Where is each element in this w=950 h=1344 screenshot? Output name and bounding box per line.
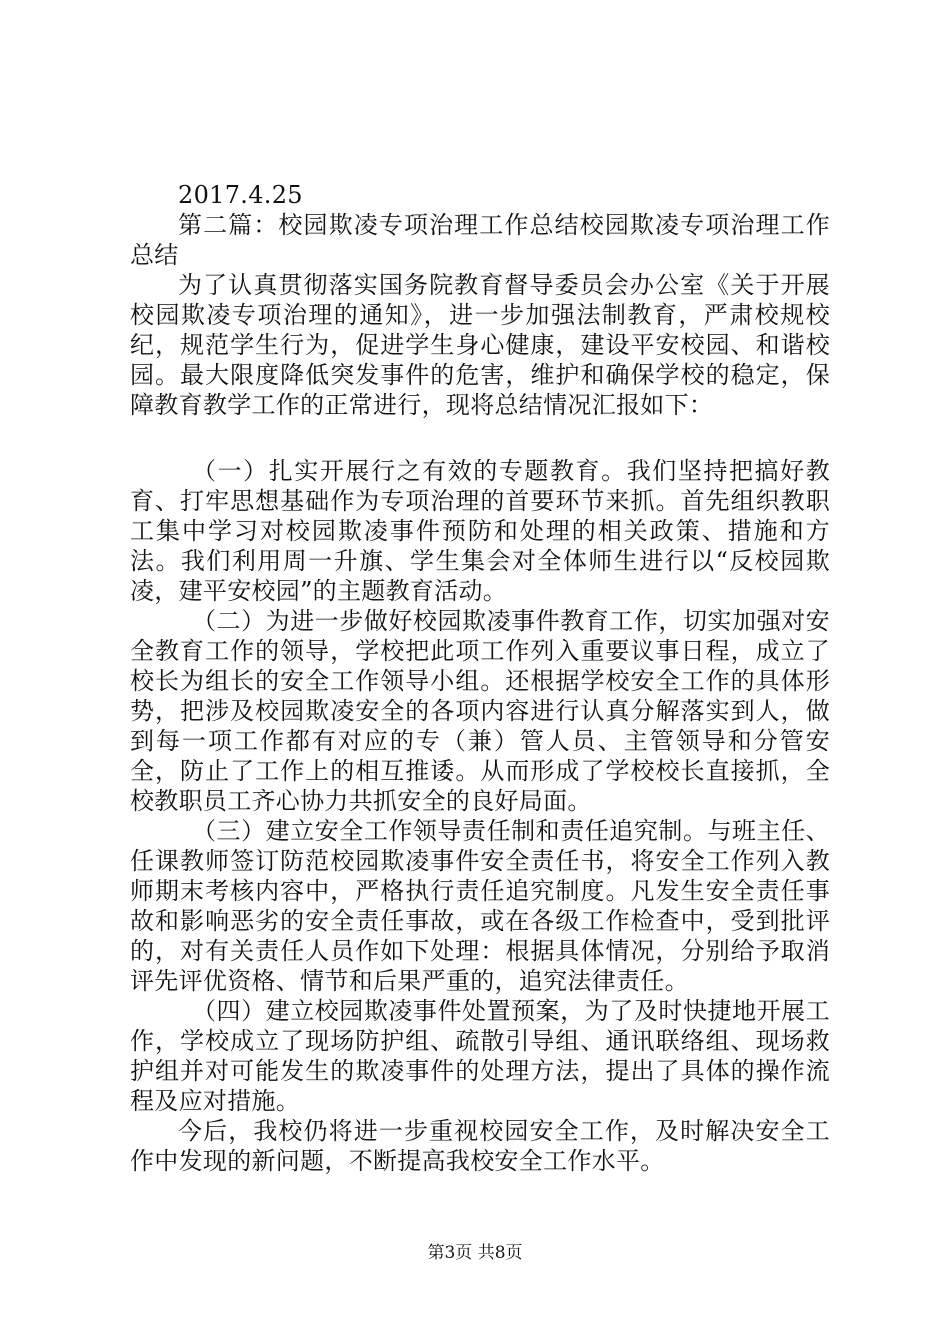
intro-paragraph: 为了认真贯彻落实国务院教育督导委员会办公室《关于开展校园欺凌专项治理的通知》，进一步加强法制教育，严肃校规校纪，规范学生行为，促进学生身心健康，建设平安校园、和谐校园。最大限度降低突发事件的危害，维护和确保学校的稳定，保障教育教学工作的正常进行，现将总结情况汇报如下： xyxy=(130,271,830,419)
page-indicator: 第3页 共8页 xyxy=(427,1243,523,1263)
section-4-paragraph: （四）建立校园欺凌事件处置预案，为了及时快捷地开展工作，学校成立了现场防护组、疏散引导组、通讯联络组、现场救护组并对可能发生的欺凌事件的处理方法，提出了具体的操作流程及应对措施。 xyxy=(130,997,830,1115)
section-heading: 第二篇：校园欺凌专项治理工作总结校园欺凌专项治理工作总结 xyxy=(130,211,830,269)
section-2-paragraph: （二）为进一步做好校园欺凌事件教育工作，切实加强对安全教育工作的领导，学校把此项工作列入重要议事日程，成立了校长为组长的安全工作领导小组。还根据学校安全工作的具体形势，把涉及校园欺凌安全的各项内容进行认真分解落实到人，做到每一项工作都有对应的专（兼）管人员、主管领导和分管安全，防止了工作上的相互推诿。从而形成了学校校长直接抓，全校教职员工齐心协力共抓安全的良好局面。 xyxy=(130,607,830,815)
page-footer xyxy=(0,1242,950,1264)
conclusion-paragraph: 今后，我校仍将进一步重视校园安全工作，及时解决安全工作中发现的新问题，不断提高我校安全工作水平。 xyxy=(130,1117,830,1175)
document-date: 2017.4.25 xyxy=(178,181,303,209)
section-1-paragraph: （一）扎实开展行之有效的专题教育。我们坚持把搞好教育、打牢思想基础作为专项治理的首要环节来抓。首先组织教职工集中学习对校园欺凌事件预防和处理的相关政策、措施和方法。我们利用周一升旗、学生集会对全体师生进行以“反校园欺凌，建平安校园”的主题教育活动。 xyxy=(130,457,830,605)
section-3-paragraph: （三）建立安全工作领导责任制和责任追究制。与班主任、任课教师签订防范校园欺凌事件安全责任书，将安全工作列入教师期末考核内容中，严格执行责任追究制度。凡发生安全责任事故和影响恶劣的安全责任事故，或在各级工作检查中，受到批评的，对有关责任人员作如下处理：根据具体情况，分别给予取消评先评优资格、情节和后果严重的，追究法律责任。 xyxy=(130,817,830,995)
paragraph-spacer xyxy=(130,420,830,456)
document-body xyxy=(130,180,830,1176)
